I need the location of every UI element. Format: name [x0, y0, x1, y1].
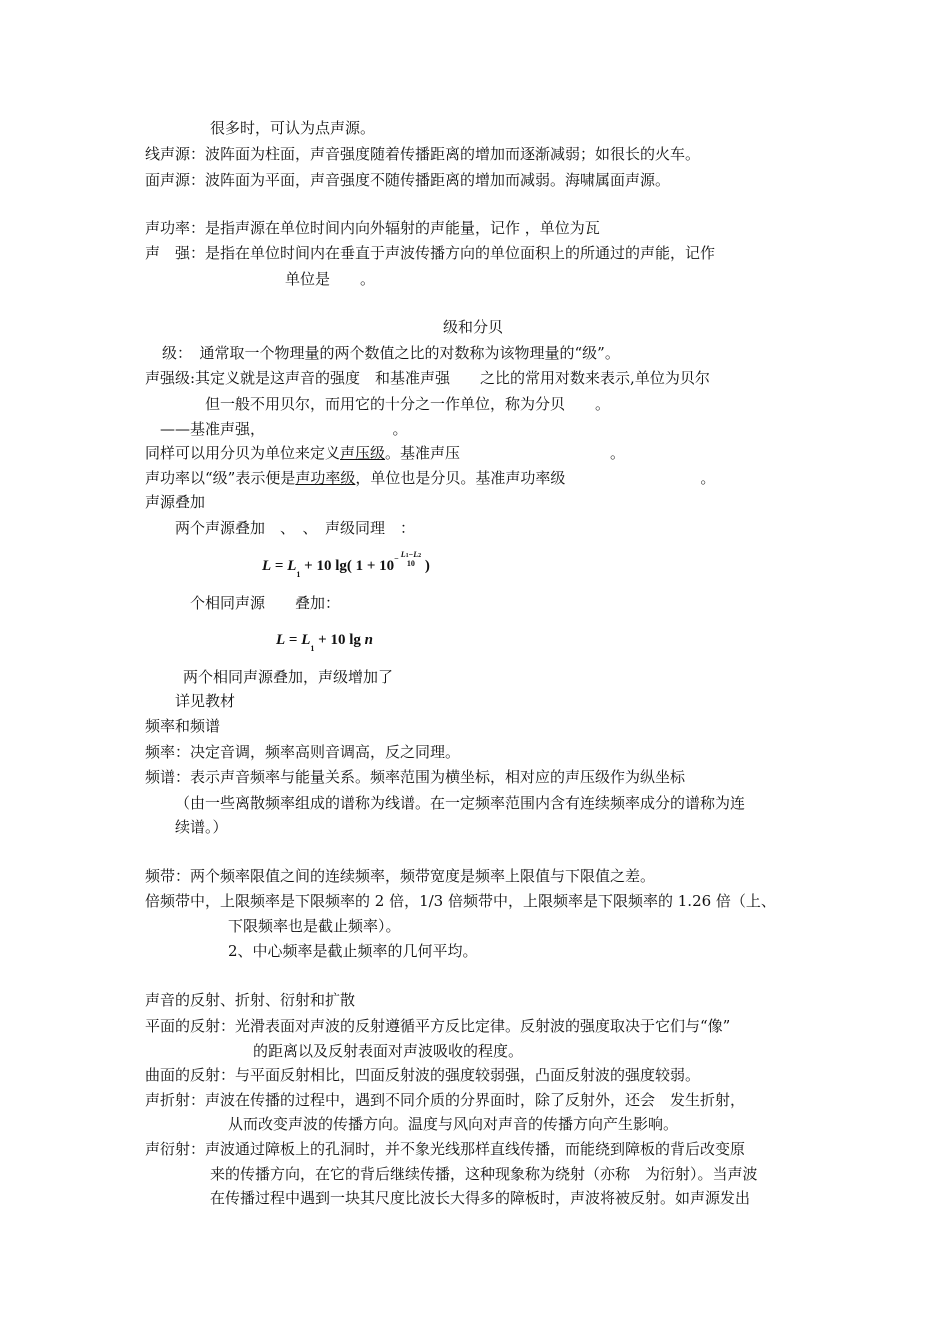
section-heading: 声音的反射、折射、衍射和扩散	[145, 991, 356, 1009]
text-line	[145, 468, 715, 488]
text-line: 声源叠加	[145, 493, 206, 511]
formula-sum-two-sources	[262, 549, 430, 579]
text-line: 两个相同声源叠加，声级增加了	[183, 668, 394, 686]
text-span: 声功率以“级”表示便是	[145, 469, 296, 487]
formula-symbol: =	[274, 558, 284, 574]
text-line: 很多时，可认为点声源。	[210, 119, 376, 137]
text-line: 从而改变声波的传播方向。温度与风向对声音的传播方向产生影响。	[228, 1115, 679, 1133]
text-line: 倍频带中，上限频率是下限频率的 2 倍，1/3 倍频带中，上限频率是下限频率的 1.26 倍（上、	[145, 892, 776, 910]
text-line: 声强级:其定义就是这声音的强度 和基准声强 之比的常用对数来表示,单位为贝尔	[145, 369, 710, 387]
text-line	[145, 443, 625, 463]
text-span: 同样可以用分贝为单位来定义	[145, 444, 341, 462]
text-line: 单位是 。	[285, 270, 376, 288]
formula-symbol: −	[394, 554, 399, 563]
formula-symbol: )	[424, 558, 430, 574]
text-line: 面声源：波阵面为平面，声音强度不随传播距离的增加而减弱。海啸属面声源。	[145, 171, 671, 189]
formula-subscript: 1	[310, 644, 315, 653]
formula-symbol: L	[262, 558, 272, 574]
text-line: 两个声源叠加 、 、 声级同理 ：	[175, 519, 416, 537]
term-sound-pressure-level: 声压级	[340, 444, 386, 462]
text-line: 曲面的反射：与平面反射相比，凹面反射波的强度较弱强，凸面反射波的强度较弱。	[145, 1066, 701, 1084]
text-line: 2、中心频率是截止频率的几何平均。	[228, 942, 478, 960]
text-line: 频带：两个频率限值之间的连续频率，频带宽度是频率上限值与下限值之差。	[145, 867, 656, 885]
text-line: 平面的反射：光滑表面对声波的反射遵循平方反比定律。反射波的强度取决于它们与“像”	[145, 1017, 731, 1035]
text-line: 声衍射：声波通过障板上的孔洞时，并不象光线那样直线传播，而能绕到障板的背后改变原	[145, 1140, 746, 1158]
text-line: 在传播过程中遇到一块其尺度比波长大得多的障板时，声波将被反射。如声源发出	[210, 1189, 751, 1207]
text-line: 线声源：波阵面为柱面，声音强度随着传播距离的增加而逐渐减弱；如很长的火车。	[145, 145, 701, 163]
term-sound-power-level: 声功率级	[295, 469, 356, 487]
formula-symbol: =	[288, 632, 298, 648]
text-line: 下限频率也是截止频率）。	[228, 917, 401, 935]
formula-symbol: L	[301, 632, 311, 648]
text-line: 个相同声源 叠加：	[190, 594, 341, 612]
formula-symbol: 2	[418, 552, 422, 559]
section-heading: 级和分贝	[443, 318, 504, 336]
text-line: 声功率：是指声源在单位时间内向外辐射的声能量，记作 ，单位为瓦	[145, 219, 600, 237]
text-line: 的距离以及反射表面对声波吸收的程度。	[253, 1042, 524, 1060]
formula-subscript: 1	[296, 570, 301, 579]
formula-symbol: L	[276, 632, 286, 648]
text-span: 。基准声压 。	[385, 444, 626, 462]
text-line: 级： 通常取一个物理量的两个数值之比的对数称为该物理量的“级”。	[162, 344, 620, 362]
text-line: 但一般不用贝尔，而用它的十分之一作单位，称为分贝 。	[205, 395, 611, 413]
formula-n-identical-sources	[276, 632, 373, 653]
formula-symbol: + 10 lg( 1 + 10	[304, 558, 395, 574]
text-line: （由一些离散频率组成的谱称为线谱。在一定频率范围内含有连续频率成分的谱称为连	[175, 794, 746, 812]
text-line: 声折射：声波在传播的过程中，遇到不同介质的分界面时，除了反射外，还会 发生折射，	[145, 1091, 746, 1109]
text-line: 来的传播方向，在它的背后继续传播，这种现象称为绕射（亦称 为衍射）。当声波	[210, 1165, 758, 1183]
formula-symbol: 10	[406, 558, 415, 568]
text-line: 续谱。）	[175, 818, 228, 836]
formula-symbol: L	[287, 558, 297, 574]
text-line: ——基准声强， 。	[160, 420, 408, 438]
formula-symbol: L	[413, 549, 419, 559]
text-line: 详见教材	[175, 692, 236, 710]
formula-symbol: 1	[405, 552, 409, 559]
text-line: 频率：决定音调，频率高则音调高，反之同理。	[145, 743, 461, 761]
formula-exponent	[394, 549, 422, 568]
formula-symbol: + 10 lg	[318, 632, 361, 648]
text-span: ，单位也是分贝。基准声功率级 。	[355, 469, 716, 487]
text-line: 频谱：表示声音频率与能量关系。频率范围为横坐标，相对应的声压级作为纵坐标	[145, 768, 686, 786]
formula-symbol: L	[400, 549, 406, 559]
section-heading: 频率和频谱	[145, 717, 221, 735]
formula-symbol: n	[364, 632, 373, 648]
text-line: 声 强：是指在单位时间内在垂直于声波传播方向的单位面积上的所通过的声能，记作	[145, 244, 716, 262]
formula-symbol: −	[408, 549, 414, 559]
